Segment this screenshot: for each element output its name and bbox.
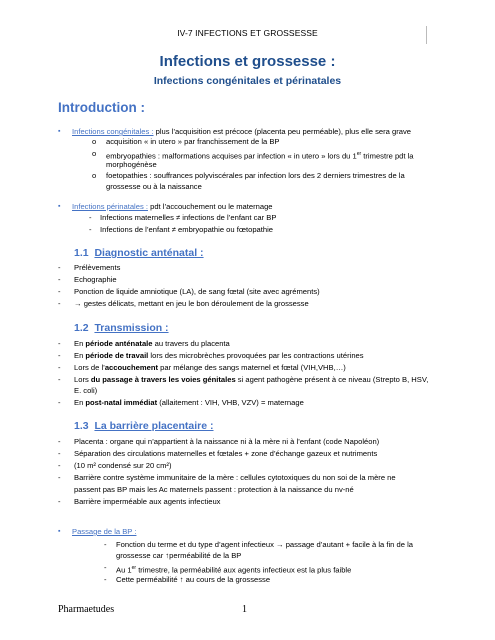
text: par mélange des sangs maternel et fœtal (VIH,VHB,…) [158, 363, 346, 372]
perinatal-item: Infections maternelles ≠ infections de l’enfant car BP [100, 213, 277, 222]
list-item [74, 363, 346, 373]
section-heading-1-1 [74, 247, 204, 259]
perinatal-item: Infections de l’enfant ≠ embryopathie ou fœtopathie [100, 225, 274, 234]
dash-bullet: - [58, 449, 61, 458]
bold-text: post-natal immédiat [85, 398, 158, 407]
dash-bullet: - [58, 473, 61, 482]
section-title: La barrière placentaire : [94, 420, 214, 432]
bold-text: période anténatale [85, 339, 153, 348]
bp-item: Cette perméabilité ↑ au cours de la grossesse [116, 575, 271, 584]
dash-bullet: - [58, 363, 61, 372]
list-item: Barrière imperméable aux agents infectieux [74, 497, 221, 506]
page-subtitle: Infections congénitales et périnatales [153, 75, 342, 87]
dash-bullet: - [58, 375, 61, 384]
text: lors des microbrèches provoquées par les contractions utérines [148, 351, 364, 360]
list-item: Séparation des circulations maternelles et fœtales + zone d’échange gazeux et nutriments [74, 449, 378, 458]
section-heading-1-3 [74, 420, 214, 432]
bold-text: période de travail [85, 351, 149, 360]
header-divider [426, 26, 427, 44]
dash-bullet: - [104, 563, 107, 572]
congenital-label: Infections congénitales : [72, 127, 154, 136]
dash-bullet: - [58, 398, 61, 407]
perinatal-text: pdt l’accouchement ou le maternage [147, 202, 273, 211]
text: En [74, 351, 86, 360]
text: En [74, 398, 86, 407]
circle-bullet-icon: o [92, 149, 97, 158]
dash-bullet: - [58, 351, 61, 360]
dash-bullet: - [58, 461, 61, 470]
square-bullet-icon: ▪ [58, 528, 61, 535]
perinatal-paragraph [72, 202, 273, 212]
congenital-item-text: embryopathies : malformations acquises par infection « in utero » lors du 1 [106, 151, 357, 161]
bp-label-text: Passage de la BP : [72, 527, 137, 536]
footer-name: Pharmaetudes [58, 604, 115, 615]
section-title: Diagnostic anténatal : [94, 247, 204, 259]
congenital-paragraph [72, 127, 411, 137]
dash-bullet: - [89, 225, 92, 234]
list-item [74, 351, 364, 361]
list-item: Ponction de liquide amniotique (LA), de sang fœtal (site avec agréments) [74, 287, 320, 296]
congenital-text: plus l’acquisition est précoce (placenta peu perméable), plus elle sera grave [153, 127, 411, 136]
dash-bullet: - [58, 497, 61, 506]
dash-bullet: - [104, 540, 107, 549]
square-bullet-icon: ▪ [58, 128, 61, 135]
list-item: Prélèvements [74, 263, 121, 272]
dash-bullet: - [104, 575, 107, 584]
congenital-item-cont: morphogénèse [106, 160, 157, 169]
congenital-item: acquisition « in utero » par franchissement de la BP [106, 137, 280, 146]
perinatal-label: Infections périnatales : [72, 202, 148, 211]
bp-item: Fonction du terme et du type d’agent infectieux → passage d’autant + facile à la fin de la [116, 540, 413, 549]
bp-item-cont: grossesse car ↑perméabilité de la BP [116, 551, 242, 560]
circle-bullet-icon: o [92, 137, 97, 146]
bold-text: du passage à travers les voies génitales [90, 375, 236, 384]
section-number: 1.3 [74, 420, 89, 432]
section-number: 1.2 [74, 322, 89, 334]
page-number: 1 [242, 604, 247, 615]
bp-label [72, 527, 136, 537]
list-item-cont: passent pas BP mais les Ac maternels passent : protection à la naissance du nv-né [74, 485, 354, 494]
text: trimestre, la perméabilité aux agents infectieux est la plus faible [136, 565, 352, 575]
section-number: 1.1 [74, 247, 89, 259]
list-item: Echographie [74, 275, 117, 284]
congenital-item-text: trimestre pdt la [361, 151, 414, 161]
running-header: IV-7 INFECTIONS ET GROSSESSE [177, 28, 318, 38]
bold-text: accouchement [104, 363, 159, 372]
dash-bullet: - [58, 339, 61, 348]
congenital-item-cont: grossesse ou à la naissance [106, 182, 202, 191]
list-item: (10 m² condensé sur 20 cm²) [74, 461, 172, 470]
text: En [74, 339, 86, 348]
bp-item [116, 563, 351, 576]
list-item: Placenta : organe qui n’appartient à la naissance ni à la mère ni à l’enfant (code Napoléon) [74, 437, 380, 446]
dash-bullet: - [58, 275, 61, 284]
list-item: → gestes délicats, mettant en jeu le bon déroulement de la grossesse [74, 299, 309, 308]
text: Au 1 [116, 565, 132, 575]
dash-bullet: - [58, 287, 61, 296]
dash-bullet: - [58, 299, 61, 308]
circle-bullet-icon: o [92, 171, 97, 180]
list-item [74, 375, 428, 385]
section-title: Transmission : [94, 322, 169, 334]
congenital-item: foetopathies : souffrances polyviscérales par infection lors des 2 derniers trimestres de la [106, 171, 405, 180]
superscript: er [131, 565, 137, 571]
square-bullet-icon: ▪ [58, 203, 61, 210]
text: si agent pathogène présent à ce niveau (Strepto B, HSV, [235, 375, 429, 384]
text: (allaitement : VIH, VHB, VZV) = maternage [157, 398, 304, 407]
list-item [74, 398, 304, 408]
text: Lors [74, 375, 91, 384]
text: Lors de l’ [74, 363, 105, 372]
list-item [74, 339, 230, 349]
intro-heading: Introduction : [58, 100, 145, 115]
dash-bullet: - [89, 213, 92, 222]
section-heading-1-2 [74, 322, 169, 334]
superscript: er [356, 151, 362, 157]
text: au travers du placenta [152, 339, 230, 348]
page-title: Infections et grossesse : [159, 53, 336, 70]
dash-bullet: - [58, 263, 61, 272]
dash-bullet: - [58, 437, 61, 446]
list-item-cont: E. coli) [74, 386, 98, 395]
list-item: Barrière contre système immunitaire de la mère : cellules cytotoxiques du non soi de la mère ne [74, 473, 396, 482]
